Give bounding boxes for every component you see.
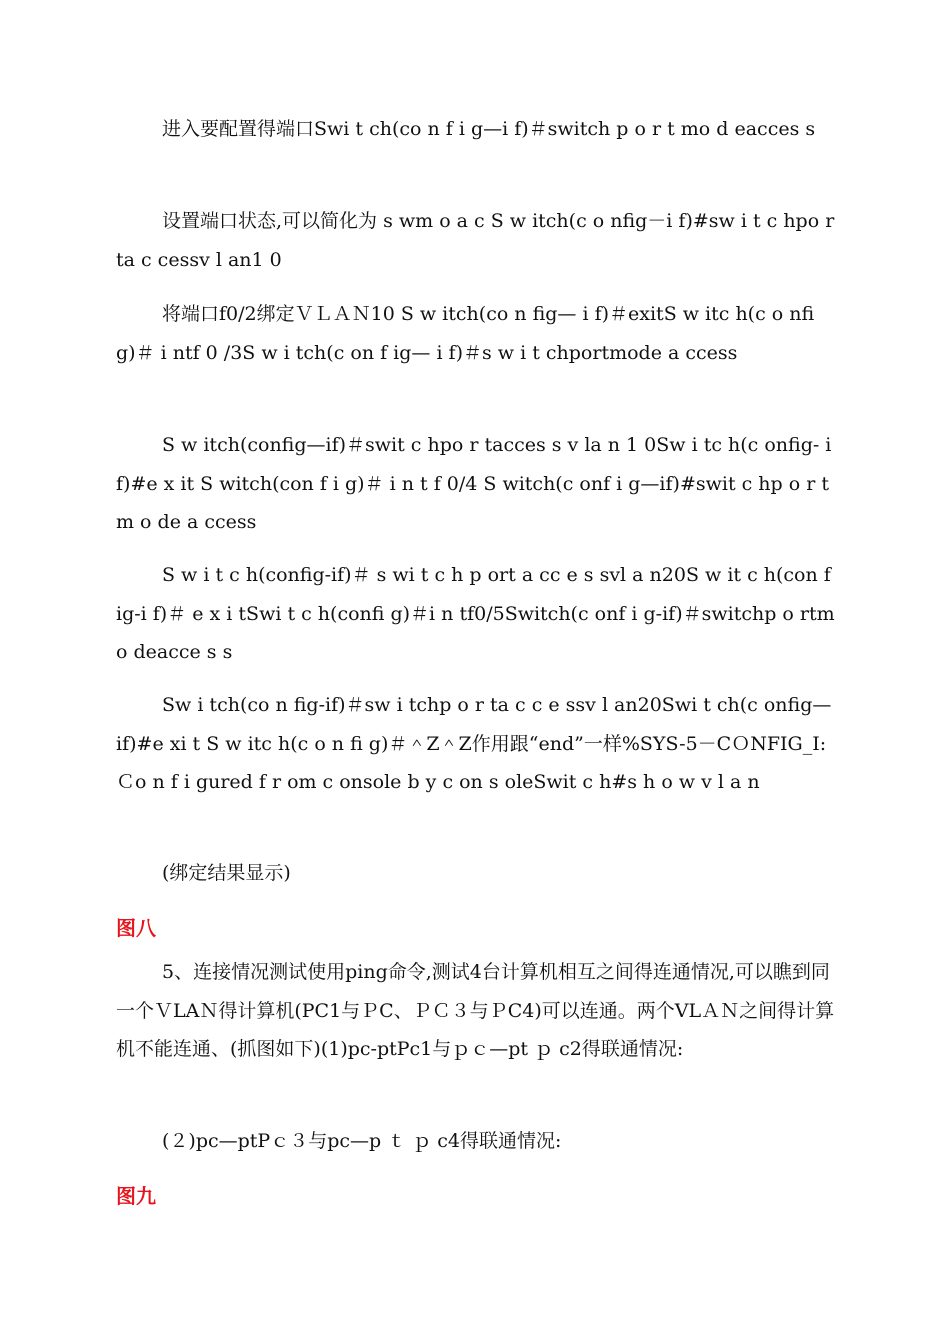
paragraph-switch-config-2: S w i t c h(config-if)＃ s wi t c h p ort a cc e s svl a n20S w it c h(con f ig-i f)＃ e x i tSwi t c h(confi g)＃i n tf0/5Switch(c onf i g-if)＃switchp o rtm o deacce s s [116,564,835,663]
paragraph-enter-port: 进入要配置得端口Swi t ch(co n f i g—i f)＃switch p o r t mo d eacces s [162,118,816,140]
paragraph-connection-test: 5、连接情况测试使用ping命令,测试4台计算机相互之间得连通情况,可以瞧到同一个ＶLAＮ得计算机(PC1与ＰC、ＰＣ３与ＰC4)可以连通。两个VLＡＮ之间得计算机不能连通、(抓图如下)(1)pc-ptPc1与ｐｃ—pt ｐ c2得联通情况: [116,961,835,1060]
figure-label-eight: 图八 [116,916,156,940]
paragraph-bind-result: (绑定结果显示) [162,862,291,884]
paragraph-switch-config-3: Sw i tch(co n fig-if)＃sw i tchp o r ta c c e ssv l an20Swi t ch(c onfig—if)#e xi t S w itc h(c o n fi g)＃＾Z＾Z作用跟“end”一样%SYS-5－CＯNFIG_I:Ｃo n f i gured f r om c onsole b y c on s oleSwit c h#s h o w v l a n [116,694,832,793]
paragraph-switch-config-1: S w itch(config—if)＃swit c hpo r tacces s v la n 1 0Sw i tc h(c onfig- i f)#e x it S witch(con f i g)＃ i n t f 0/4 S witch(c onf i g—if)#swit c hp o r tm o de a ccess [116,434,832,533]
figure-label-nine: 图九 [116,1184,156,1208]
paragraph-set-port-state: 设置端口状态,可以简化为 s wm o a c S w itch(c o nfig－i f)#sw i t c hpo r ta c cessv l an1 0 [116,210,835,271]
paragraph-connection-test-2: (２)pc—ptPｃ３与pc—p ｔ ｐ c4得联通情况: [162,1130,562,1152]
paragraph-bind-port-f02: 将端口f0/2绑定ＶＬＡＮ10 S w itch(co n fig— i f)＃exitS w itc h(c o nfi g)＃ i ntf 0 /3S w i tch(c on f ig— i f)＃s w i t chportmode a ccess [116,303,815,364]
